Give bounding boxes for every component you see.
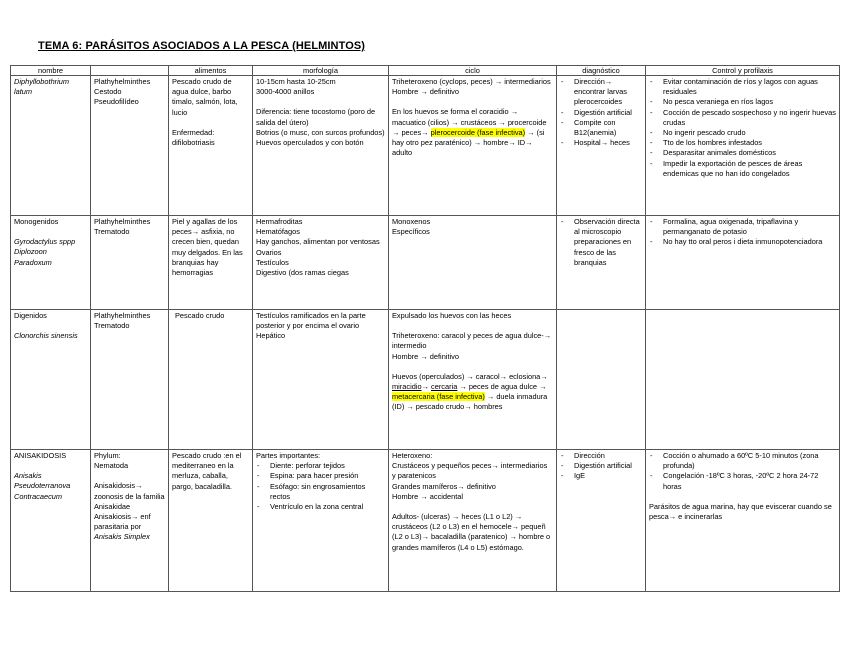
morf-item: - Espina: para hacer presión [256,471,385,481]
alim-text: Pescado crudo [175,311,225,320]
tax-line: Nematoda [94,461,129,471]
morf-line: Hay ganchos, alimentan por ventosas [256,237,380,247]
ciclo-line: Específicos [392,227,430,237]
cell-taxonomia [91,76,169,216]
species-name: Anisakis [14,471,42,481]
ciclo-text: miracidio [392,382,422,392]
morf-item: - Diente: perforar tejidos [256,461,385,471]
control-item: - Congelación -18ºC 3 horas, -20ºC 2 hora 24-72 horas [649,471,836,491]
ciclo-line: Heteroxeno: [392,451,433,460]
header-taxonomia [91,66,169,76]
cell-diagnostico [557,450,646,592]
morf-line: Testículos [256,257,289,267]
tax-line: Plathyhelminthes [94,217,151,226]
ciclo-line: Monoxenos [392,217,431,226]
table-row [11,310,840,450]
ciclo-paragraph: Adultos- (ulceras) → heces (L1 o L2) → crustáceos (L2 o L3) en el hemocele→ pequeñ (L2 o L3)→ bacaladilla (paratenico) → hombre o grandes mamíferos (L4 o L5) estómago. [392,512,551,552]
ciclo-paragraph [392,107,553,158]
header-row [11,66,840,76]
ciclo-line: Hombre → definitivo [392,87,459,97]
species-name: Contracaecum [14,491,63,501]
cell-diagnostico [557,216,646,310]
tax-line: Cestodo [94,87,122,97]
cell-diagnostico [557,76,646,216]
tax-line: Pseudofilídeo [94,97,139,107]
diag-item: - Observación directa al microscopio preparaciones en fresco de las branquias [560,217,642,268]
morf-line: Hematófagos [256,227,300,237]
species-name: Clonorchis sinensis [14,331,78,341]
cell-nombre [11,216,91,310]
parasites-table [10,65,840,592]
ciclo-paragraph [392,372,553,413]
diag-item: - Digestión artificial [560,461,642,471]
control-item: - No hay tto oral peros i dieta inmunopotenciadora [649,237,836,247]
morf-line: 10-15cm hasta 10-25cm [256,77,336,86]
cell-nombre [11,310,91,450]
control-item: - Desparasitar animales domésticos [649,148,836,158]
alim-text: Piel y agallas de los peces→ asfixia, no crecen bien, quedan muy delgados. En las branquias hay hemorragias [172,217,243,278]
diag-item: - Dirección [560,451,642,461]
cell-alimentos [169,450,253,592]
tax-line: Anisakiosis→ enf parasitaria por [94,512,151,532]
ciclo-text: En los huevos se forma el coracidio → macuatico (cilios) → crustáceos → procercoide → peces→ [392,107,547,137]
cell-control [646,450,840,592]
control-item: - Evitar contaminación de ríos y lagos con aguas residuales [649,77,836,97]
tax-line: Anisakis Simplex [94,532,150,542]
morf-item: - Esófago: sin engrosamientos rectos [256,482,385,502]
tax-line: Plathyhelminthes [94,77,151,86]
diag-item: - IgE [560,471,642,481]
control-item: - Formalina, agua oxigenada, tripaflavina y permanganato de potasio [649,217,836,237]
diag-item: - Compite con B12(anemia) [560,118,642,138]
control-item: - No ingerir pescado crudo [649,128,836,138]
cell-taxonomia [91,310,169,450]
cell-control [646,310,840,450]
tax-line: Trematodo [94,321,130,331]
species-name: Pseudoterranova [14,481,71,491]
tax-line: Plathyhelminthes [94,311,151,320]
morf-line: Testículos ramificados en la parte posterior y por encima el ovario [256,311,366,331]
control-item: - Tto de los hombres infestados [649,138,836,148]
cell-control [646,76,840,216]
species-name: Diplozoon [14,247,47,257]
cell-alimentos [169,216,253,310]
alim-text: Pescado crudo de agua dulce, barbo timalo, salmón, lota, lucio [172,77,238,117]
header-ciclo: ciclo [389,66,557,76]
ciclo-text: → duela inmadura (ID) → pescado crudo→ hombres [392,392,548,412]
cell-ciclo [389,216,557,310]
ciclo-line: Expulsado los huevos con las heces [392,311,512,320]
cell-morfologia [253,450,389,592]
cell-morfologia [253,310,389,450]
control-item: - No pesca veraniega en ríos lagos [649,97,836,107]
cell-taxonomia [91,216,169,310]
tax-line: Anisakidosis→ zoonosis de la familia [94,481,165,501]
group-name: ANISAKIDOSIS [14,451,67,460]
cell-morfologia [253,76,389,216]
morf-line: Diferencia: tiene tocostomo (poro de salida del útero) [256,107,376,127]
diag-item: - Digestión artificial [560,108,642,118]
species-name: Diphyllobothrium latum [14,77,70,97]
cell-taxonomia [91,450,169,592]
morf-line: Hermafroditas [256,217,303,226]
control-note: Parásitos de agua marina, hay que eviscerar cuando se pesca→ e incinerarlas [649,501,832,522]
group-name: Digenidos [14,311,47,320]
tax-line: Trematodo [94,227,130,237]
highlight-infective-phase: metacercaria (fase infectiva) [392,392,485,402]
morf-line: Hepático [256,331,286,341]
cell-ciclo [389,310,557,450]
ciclo-line: Crustáceos y pequeños peces→ intermediarios y paratenicos [392,461,548,481]
morf-line: Botrios (o musc, con surcos profundos) [256,127,385,137]
header-alimentos: alimentos [169,66,253,76]
species-name: Paradoxum [14,257,52,267]
cell-ciclo [389,76,557,216]
table-row [11,76,840,216]
cell-control [646,216,840,310]
cell-morfologia [253,216,389,310]
header-control: Control y profilaxis [646,66,840,76]
morf-line: Ovarios [256,247,282,257]
header-morfologia: morfología [253,66,389,76]
cell-diagnostico [557,310,646,450]
cell-nombre [11,76,91,216]
cell-alimentos [169,310,253,450]
alim-text: Pescado crudo :en el mediterraneo en la merluza, caballa, pargo, bacaladilla. [172,451,242,491]
ciclo-line: Triheteroxeno: caracol y peces de agua dulce-→ intermedio [392,331,552,351]
morf-item: - Ventrículo en la zona central [256,502,385,512]
alim-text: Enfermedad: difilobotriasis [172,127,215,148]
group-name: Monogenidos [14,217,59,226]
morf-line: Digestivo (dos ramas ciegas [256,268,349,278]
ciclo-line: Grandes mamíferos→ definitivo [392,481,496,491]
ciclo-text: → peces de agua dulce → [457,382,547,392]
table-row [11,216,840,310]
diag-item: - Hospital→ heces [560,138,642,148]
cell-ciclo [389,450,557,592]
header-nombre: nombre [11,66,91,76]
ciclo-text: → (si hay otro pez paraténico) → hombre→ ID→ adulto [392,127,545,158]
morf-line: Huevos operculados y con botón [256,138,364,148]
ciclo-text: cercaria [431,382,458,392]
ciclo-text: Huevos (operculados) → caracol→ eclosiona→ [392,371,548,381]
ciclo-line: Triheteroxeno (cyclops, peces) → intermediarios [392,77,551,86]
ciclo-line: Hombre → definitivo [392,351,459,361]
morf-line: Partes importantes: [256,451,321,460]
control-item: - Cocción de pescado sospechoso y no ingerir huevas crudas [649,108,836,128]
table-row [11,450,840,592]
morf-line: 3000-4000 anillos [256,87,315,97]
tax-line: Anisakidae [94,501,131,511]
cell-nombre [11,450,91,592]
diag-item: - Dirección→ encontrar larvas plerocercoides [560,77,642,108]
cell-alimentos [169,76,253,216]
ciclo-line: Hombre → accidental [392,491,464,501]
header-diagnostico: diagnóstico [557,66,646,76]
highlight-infective-phase: plerocercoide (fase infectiva) [430,127,526,137]
control-item: - Impedir la exportación de pesces de áreas endemicas que no han ido congelados [649,159,836,179]
species-name: Gyrodactylus sppp [14,237,76,247]
page-title: TEMA 6: PARÁSITOS ASOCIADOS A LA PESCA (HELMINTOS) [38,40,366,52]
ciclo-text: → [421,382,432,392]
tax-line: Phylum: [94,451,121,460]
control-item: - Cocción o ahumado a 60ºC 5-10 minutos (zona profunda) [649,451,836,471]
